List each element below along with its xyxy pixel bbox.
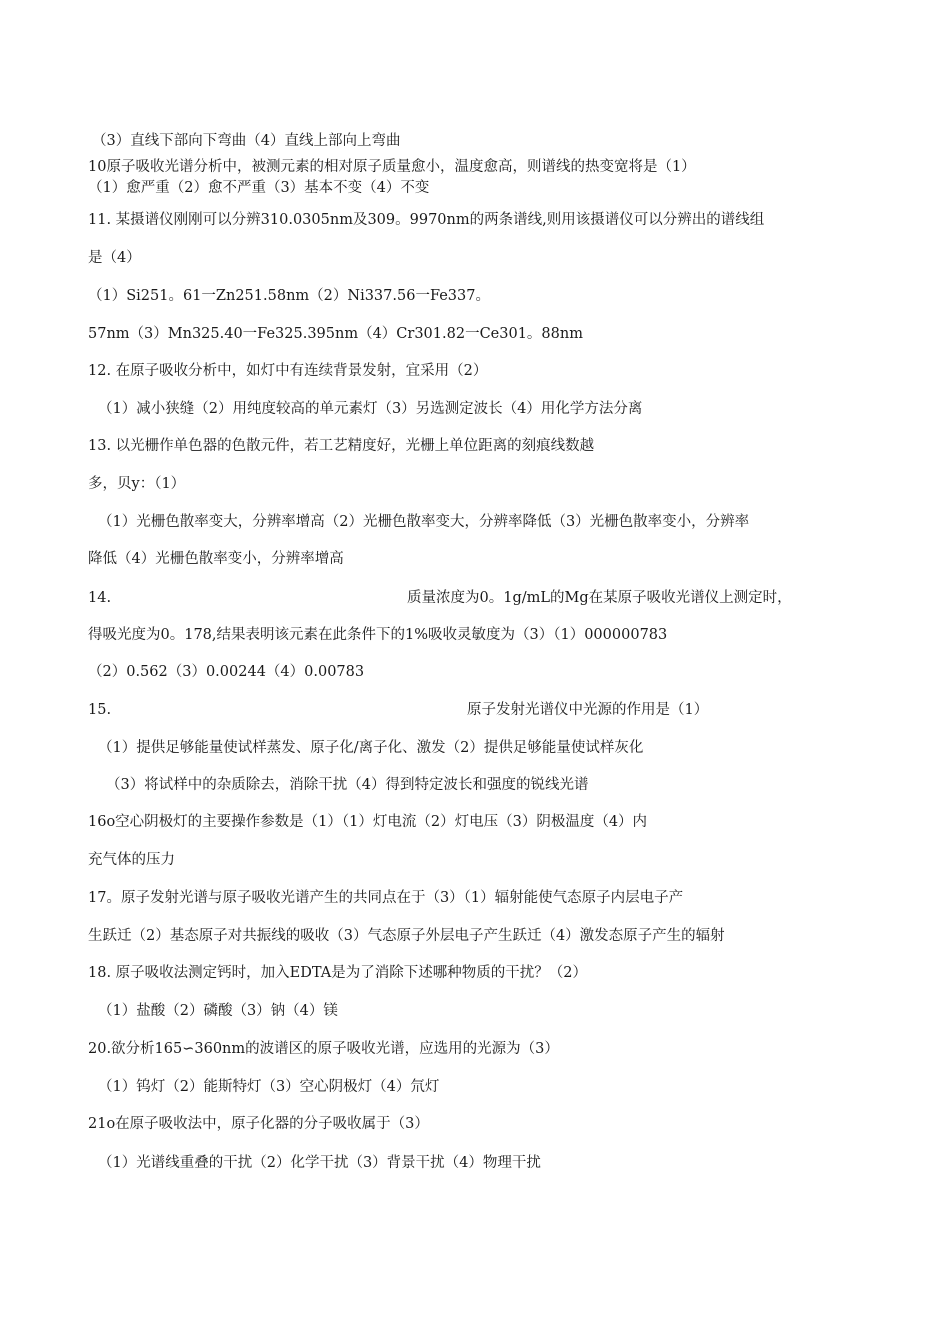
text-line: （2）0.562（3）0.00244（4）0.00783	[88, 664, 365, 680]
text-line: 原子发射光谱仪中光源的作用是（1）	[467, 702, 709, 718]
text-line: 是（4）	[88, 250, 141, 266]
text-line: 16o空心阴极灯的主要操作参数是（1）（1）灯电流（2）灯电压（3）阴极温度（4）内	[88, 814, 648, 830]
text-line: 57nm（3）Mn325.40一Fe325.395nm（4）Cr301.82一Ce301。88nm	[88, 326, 583, 342]
text-line: 18. 原子吸收法测定钙时，加入EDTA是为了消除下述哪种物质的干扰？（2）	[88, 965, 587, 981]
text-line: （1）钨灯（2）能斯特灯（3）空心阴极灯（4）氘灯	[98, 1079, 440, 1095]
text-line: 15.	[88, 702, 112, 718]
text-line: （1）愈严重（2）愈不严重（3）基本不变（4）不变	[88, 180, 430, 196]
text-line: 14.	[88, 590, 112, 606]
text-line: 12. 在原子吸收分析中，如灯中有连续背景发射，宜采用（2）	[88, 363, 488, 379]
text-line: 充气体的压力	[88, 852, 175, 868]
text-line: （1）光谱线重叠的干扰（2）化学干扰（3）背景干扰（4）物理干扰	[98, 1155, 541, 1171]
text-line: （3）将试样中的杂质除去，消除干扰（4）得到特定波长和强度的锐线光谱	[106, 777, 589, 793]
text-line: 多，贝y：（1）	[88, 476, 186, 492]
text-line: （1）盐酸（2）磷酸（3）钠（4）镁	[98, 1003, 338, 1019]
text-line: 11. 某摄谱仪刚刚可以分辨310.0305nm及309。9970nm的两条谱线,则用该摄谱仪可以分辨出的谱线组	[88, 212, 765, 228]
text-line: 质量浓度为0。1g/mL的Mg在某原子吸收光谱仪上测定时，	[407, 590, 792, 606]
text-line: （1）Si251。61一Zn251.58nm（2）Ni337.56一Fe337。	[88, 288, 490, 304]
text-line: （1）提供足够能量使试样蒸发、原子化/离子化、激发（2）提供足够能量使试样灰化	[98, 740, 644, 756]
text-line: 得吸光度为0。178,结果表明该元素在此条件下的1%吸收灵敏度为（3）（1）000000783	[88, 627, 668, 643]
text-line: （1）光栅色散率变大，分辨率增高（2）光栅色散率变大，分辨率降低（3）光栅色散率变小，分辨率	[98, 514, 750, 530]
text-line: 生跃迁（2）基态原子对共振线的吸收（3）气态原子外层电子产生跃迁（4）激发态原子产生的辐射	[88, 928, 725, 944]
text-line: 17。原子发射光谱与原子吸收光谱产生的共同点在于（3）（1）辐射能使气态原子内层电子产	[88, 890, 684, 906]
text-line: （3）直线下部向下弯曲（4）直线上部向上弯曲	[92, 133, 401, 149]
text-line: 10原子吸收光谱分析中，被测元素的相对原子质量愈小，温度愈高，则谱线的热变宽将是（1）	[88, 159, 696, 175]
text-line: 20.欲分析165∽360nm的波谱区的原子吸收光谱，应选用的光源为（3）	[88, 1041, 559, 1057]
text-line: 13. 以光栅作单色器的色散元件，若工艺精度好，光栅上单位距离的刻痕线数越	[88, 438, 595, 454]
text-line: 降低（4）光栅色散率变小，分辨率增高	[88, 551, 344, 567]
text-line: 21o在原子吸收法中，原子化器的分子吸收属于（3）	[88, 1116, 429, 1132]
text-line: （1）减小狭缝（2）用纯度较高的单元素灯（3）另选测定波长（4）用化学方法分离	[98, 401, 643, 417]
